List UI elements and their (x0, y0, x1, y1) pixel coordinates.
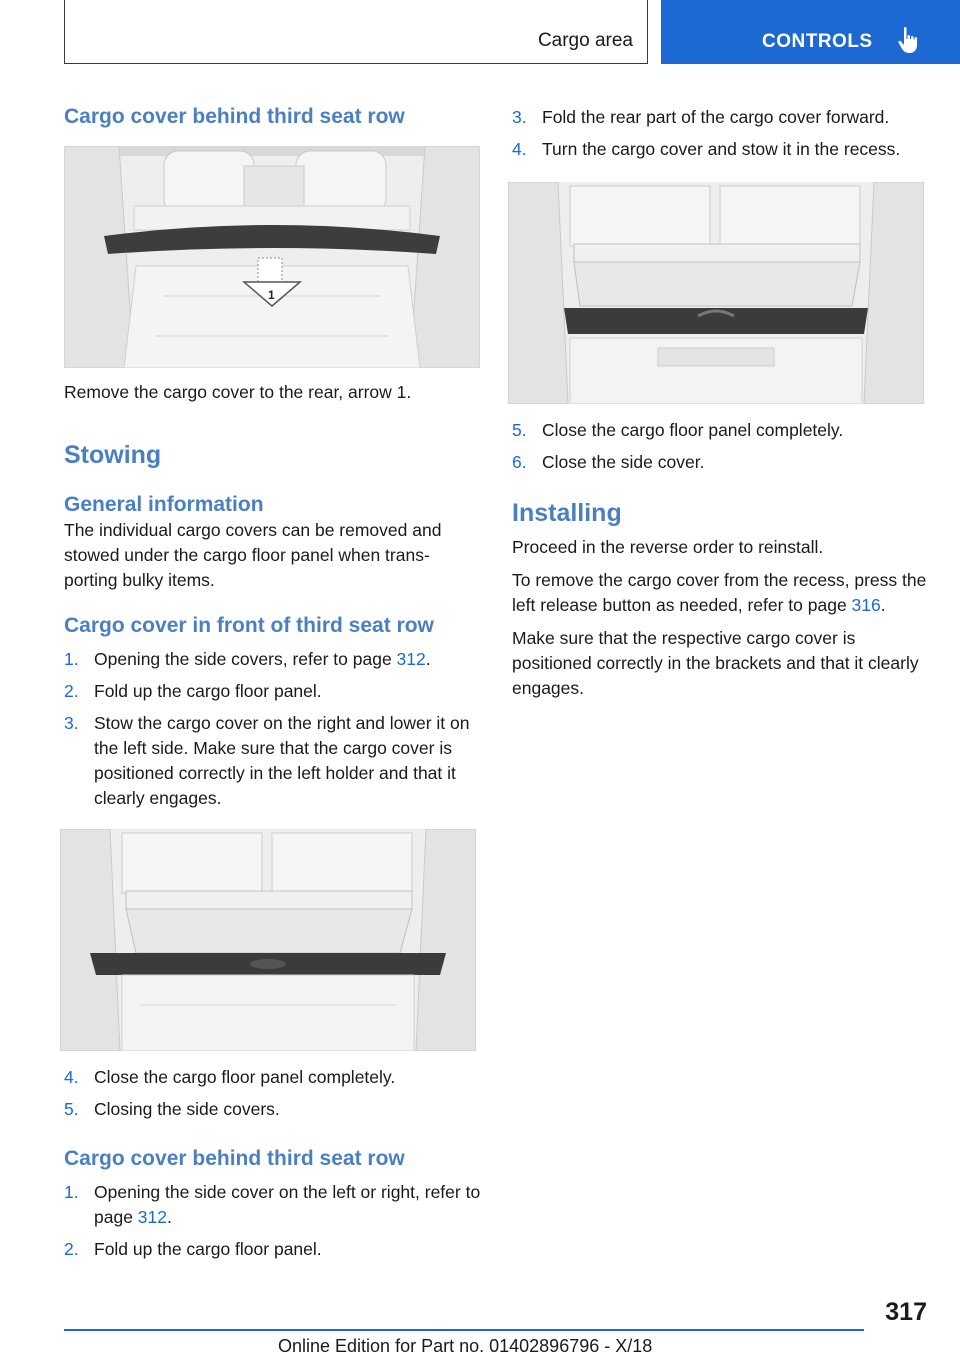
heading-cargo-cover-behind-2: Cargo cover behind third seat row (64, 1147, 405, 1170)
install-text-1: Proceed in the reverse order to reinstall. (512, 537, 824, 557)
header-chapter-label: CONTROLS (762, 31, 873, 52)
install-text-3: Make sure that the respective cargo cover is positioned correctly in the brackets and that it clearly engages. (512, 628, 919, 698)
page-link[interactable]: 316 (851, 595, 881, 615)
general-info-text: The individual cargo covers can be removed and stowed under the cargo floor panel when trans- porting bulky items. (64, 520, 442, 590)
heading-stowing: Stowing (64, 441, 162, 469)
list-item: 2. Fold up the cargo floor panel. (64, 1239, 322, 1259)
list-item: 1. Opening the side covers, refer to page 312. (64, 649, 431, 669)
illustration-stow-cover-recess (508, 182, 924, 404)
page-number: 317 (885, 1298, 927, 1326)
illustration-remove-cargo-cover (64, 146, 480, 368)
behind-steps-list-continued (512, 105, 927, 162)
install-text-2: To remove the cargo cover from the recess, press the left release button as needed, refer to page 316. (512, 570, 927, 615)
caption-remove-rear: Remove the cargo cover to the rear, arrow 1. (64, 382, 412, 402)
front-steps-list (64, 647, 484, 811)
list-item: 5. Closing the side covers. (64, 1099, 280, 1119)
footer-divider (64, 1329, 864, 1331)
list-item: 6. Close the side cover. (512, 452, 705, 472)
header-chapter-tab[interactable] (661, 0, 960, 64)
footer-edition: Online Edition for Part no. 01402896796 - X/18 (278, 1336, 653, 1356)
list-item: 2. Fold up the cargo floor panel. (64, 681, 322, 701)
hand-pointer-icon (897, 26, 921, 54)
list-item: 4. Turn the cargo cover and stow it in the recess. (512, 139, 901, 159)
list-item: 3. Stow the cargo cover on the right and lower it on the left side. Make sure that the cargo cover is positioned correctly in the left holder and that it clearly engages. (64, 713, 470, 808)
right-column (512, 100, 927, 701)
heading-cargo-cover-behind: Cargo cover behind third seat row (64, 105, 405, 128)
front-steps-list-continued (64, 1065, 484, 1122)
page-link[interactable]: 312 (396, 649, 426, 669)
heading-cargo-cover-front: Cargo cover in front of third seat row (64, 614, 434, 637)
left-column (64, 100, 484, 1262)
list-item: 1. Opening the side cover on the left or right, refer to page 312. (64, 1182, 481, 1227)
behind-steps-list (64, 1180, 484, 1262)
page-link[interactable]: 312 (137, 1207, 167, 1227)
list-item: 3. Fold the rear part of the cargo cover forward. (512, 107, 890, 127)
header-section-box (64, 0, 648, 64)
illustration-stow-cover-front (60, 829, 476, 1051)
header-section-title: Cargo area (537, 30, 633, 51)
heading-installing: Installing (512, 499, 622, 527)
behind-steps-list-end (512, 418, 927, 475)
figure-arrow-label: 1 (268, 288, 275, 302)
list-item: 5. Close the cargo floor panel completely. (512, 420, 844, 440)
list-item: 4. Close the cargo floor panel completely. (64, 1067, 396, 1087)
heading-general-information: General information (64, 493, 264, 516)
